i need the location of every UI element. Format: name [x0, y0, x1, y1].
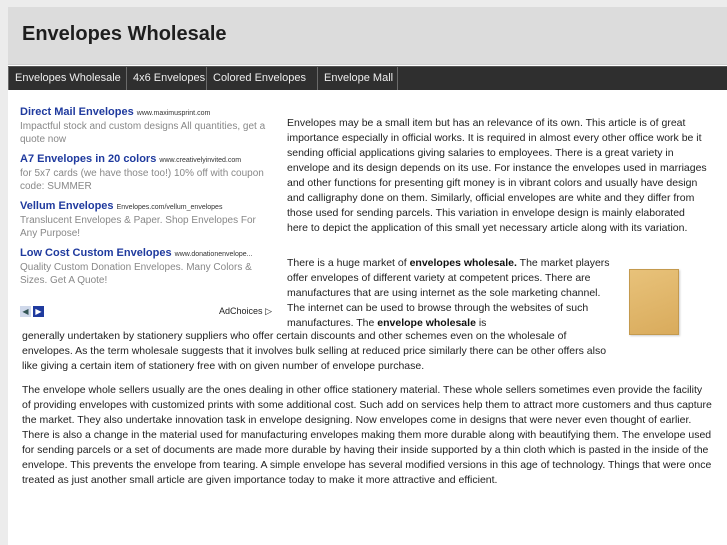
ad-title[interactable]: Vellum Envelopes Envelopes.com/vellum_envelopes — [20, 200, 223, 212]
ad-url[interactable]: www.creativelyinvited.com — [159, 157, 242, 164]
keyword-envelope-wholesale: envelope wholesale — [377, 317, 476, 329]
adchoices-link[interactable]: AdChoices ▷ — [219, 306, 272, 316]
article-paragraph: There is a huge market of envelopes wholesale. The market players offer envelopes of different variety at competent prices. There are manufactures that are using internet as the sole marketing channel. The internet can be used to browse through the websites of such manufactures. The envelope wholesale is — [287, 257, 610, 329]
adchoices-icon: ▷ — [265, 306, 272, 316]
ad-title[interactable]: Direct Mail Envelopes www.maximusprint.com — [20, 106, 211, 118]
prev-arrow-icon[interactable]: ◀ — [20, 306, 31, 317]
keyword-envelopes-wholesale: envelopes wholesale. — [409, 257, 517, 269]
ad-url[interactable]: www.maximusprint.com — [136, 110, 211, 117]
ad-url[interactable]: Envelopes.com/vellum_envelopes — [116, 204, 223, 211]
ad-title[interactable]: A7 Envelopes in 20 colors www.creativelyinvited.com — [20, 153, 242, 165]
site-title[interactable]: Envelopes Wholesale — [22, 23, 227, 45]
article-paragraph-continued: generally undertaken by stationery suppliers who offer certain discounts and other schemes even on the wholesale of envelopes. As the term wholesale suggests that it involves bulk selling at reduced price similarly there can be other offers also like giving a certain item of stationery free with on given number of envelope purchase. — [22, 330, 607, 372]
ad-description: Quality Custom Donation Envelopes. Many Colors & Sizes. Get A Quote! — [20, 262, 252, 286]
nav-item-colored-envelopes[interactable]: Colored Envelopes — [207, 67, 318, 90]
main-nav — [8, 66, 727, 90]
ad-item[interactable] — [20, 200, 272, 240]
envelope-image — [629, 269, 679, 335]
nav-item-envelopes-wholesale[interactable]: Envelopes Wholesale — [8, 67, 127, 90]
sponsored-ads — [20, 106, 272, 294]
ad-url[interactable]: www.donationenvelope... — [174, 251, 253, 258]
ad-item[interactable] — [20, 247, 272, 287]
next-arrow-icon[interactable]: ▶ — [33, 306, 44, 317]
ad-description: Impactful stock and custom designs All quantities, get a quote now — [20, 121, 266, 145]
article-paragraph: The envelope whole sellers usually are the ones dealing in other office stationery material. These whole sellers sometimes even provide the facility of providing envelopes with customized prints with some additional cost. Such add on services help them to attract more customers and thus capture the market. They also undertake innovation task in envelope designing. Now envelopes come in designs that were never even thought of earlier. There is also a change in the material used for manufacturing envelopes making them more durable along with beautifying them. The envelope used for sending parcels or a set of documents are made more durable by having their inside supported by a thin cloth which is pasted in the inside of the envelope. This prevents the envelope from tearing. A simple envelope has several modified versions in this age of technology. Things that were once treated as just another small article are given importance today to make it more attractive and efficient. — [22, 384, 712, 486]
nav-item-4x6-envelopes[interactable]: 4x6 Envelopes — [127, 67, 207, 90]
ad-title[interactable]: Low Cost Custom Envelopes www.donationenvelope... — [20, 247, 253, 259]
nav-item-envelope-mall[interactable]: Envelope Mall — [318, 67, 398, 90]
ad-description: Translucent Envelopes & Paper. Shop Envelopes For Any Purpose! — [20, 215, 256, 239]
ad-item[interactable] — [20, 153, 272, 193]
site-header — [8, 7, 727, 65]
article-paragraph: Envelopes may be a small item but has an relevance of its own. This article is of great importance especially in official works. It is required in almost every other office work be it sending official applications giving salaries to employees. There is a great variety in envelope and its design depends on its use. For instance the envelopes used in marriages and other functions for presenting gift money is in vibrant colors and usually have design and calligraphy done on them. Similarly, official envelopes are white and they differ from those used for sending parcels. This variation in envelope design is mainly elaborated here to depict the application of this small yet necessary article along with its variation. — [287, 117, 707, 234]
ad-description: for 5x7 cards (we have those too!) 10% off with coupon code: SUMMER — [20, 168, 264, 192]
ad-footer — [20, 306, 272, 318]
ad-item[interactable] — [20, 106, 272, 146]
